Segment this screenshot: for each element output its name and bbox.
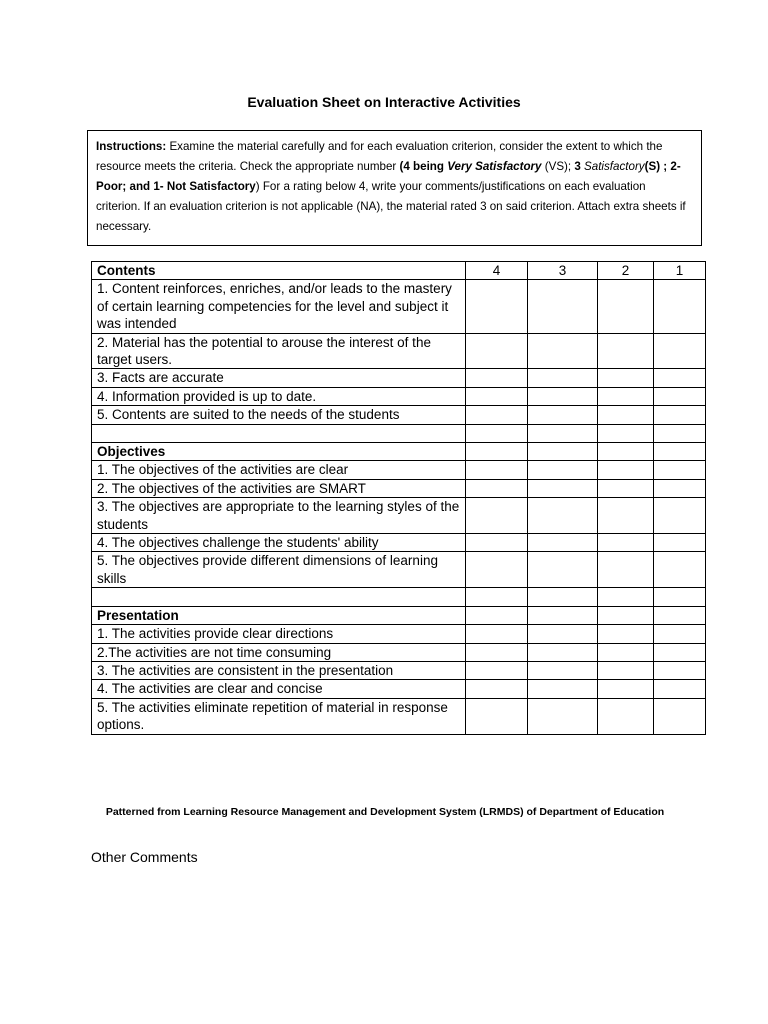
table-row — [92, 333, 706, 369]
rating-cell-3[interactable] — [528, 443, 598, 461]
rating-cell-1[interactable] — [654, 680, 706, 698]
rating-cell-1[interactable] — [654, 461, 706, 479]
criterion-text: 2.The activities are not time consuming — [92, 643, 466, 661]
rating-cell-2[interactable] — [598, 443, 654, 461]
footer-note: Patterned from Learning Resource Management and Development System (LRMDS) of Department of Education — [105, 806, 665, 818]
rating-cell-2[interactable] — [598, 498, 654, 534]
table-row — [92, 369, 706, 387]
criterion-text: 5. The objectives provide different dimensions of learning skills — [92, 552, 466, 588]
rating-cell-3[interactable] — [528, 479, 598, 497]
rating-cell-4[interactable] — [466, 625, 528, 643]
rating-cell-2[interactable] — [598, 606, 654, 624]
instructions-rest: ) For a rating below 4, write your comments/justifications on each evaluation criterion. If an evaluation criterion is not applicable (NA), the material rated 3 on said criterion. Attach extra sheets if necessary. — [96, 180, 686, 233]
rating-cell-2[interactable] — [598, 424, 654, 442]
section-heading-presentation: Presentation — [92, 606, 466, 624]
rating-cell-1[interactable] — [654, 369, 706, 387]
rating-cell-2[interactable] — [598, 369, 654, 387]
rating-cell-4[interactable] — [466, 424, 528, 442]
instructions-label: Instructions: — [96, 140, 167, 153]
rating-cell-3[interactable] — [528, 406, 598, 424]
rating-cell-3[interactable] — [528, 424, 598, 442]
criterion-text: 1. Content reinforces, enriches, and/or leads to the mastery of certain learning competencies for the level and subject it was intended — [92, 280, 466, 333]
rating-cell-1[interactable] — [654, 280, 706, 333]
section-heading-row — [92, 443, 706, 461]
rating-cell-1[interactable] — [654, 643, 706, 661]
table-header-row — [92, 262, 706, 280]
other-comments-label: Other Comments — [91, 849, 198, 865]
rating-cell-1[interactable] — [654, 534, 706, 552]
table-row — [92, 387, 706, 405]
blank-row — [92, 424, 706, 442]
rating-cell-1[interactable] — [654, 333, 706, 369]
rating-cell-4[interactable] — [466, 498, 528, 534]
criterion-text: 3. The activities are consistent in the presentation — [92, 661, 466, 679]
rating-cell-2[interactable] — [598, 552, 654, 588]
blank-row — [92, 588, 706, 606]
rating-cell-4[interactable] — [466, 698, 528, 734]
rating-cell-4[interactable] — [466, 406, 528, 424]
blank-cell — [92, 588, 466, 606]
table-row — [92, 698, 706, 734]
rating-cell-1[interactable] — [654, 698, 706, 734]
criterion-text: 5. Contents are suited to the needs of the students — [92, 406, 466, 424]
rating-cell-2[interactable] — [598, 534, 654, 552]
rating-cell-3[interactable] — [528, 280, 598, 333]
rating-cell-3[interactable] — [528, 661, 598, 679]
rating-cell-2[interactable] — [598, 643, 654, 661]
rating-header-3: 3 — [528, 262, 598, 280]
rating-cell-3[interactable] — [528, 625, 598, 643]
rating-cell-1[interactable] — [654, 552, 706, 588]
rating-cell-1[interactable] — [654, 661, 706, 679]
rating-cell-1[interactable] — [654, 424, 706, 442]
rating-cell-1[interactable] — [654, 606, 706, 624]
table-row — [92, 406, 706, 424]
section-heading-objectives: Objectives — [92, 443, 466, 461]
rating-cell-4[interactable] — [466, 387, 528, 405]
rating-cell-4[interactable] — [466, 588, 528, 606]
rating-cell-4[interactable] — [466, 661, 528, 679]
rating-header-4: 4 — [466, 262, 528, 280]
rating-cell-1[interactable] — [654, 479, 706, 497]
table-row — [92, 461, 706, 479]
rating-cell-4[interactable] — [466, 333, 528, 369]
rating-cell-1[interactable] — [654, 625, 706, 643]
rating-cell-4[interactable] — [466, 552, 528, 588]
rating-cell-4[interactable] — [466, 461, 528, 479]
rating-cell-2[interactable] — [598, 625, 654, 643]
criterion-text: 2. Material has the potential to arouse the interest of the target users. — [92, 333, 466, 369]
criterion-text: 3. Facts are accurate — [92, 369, 466, 387]
rating-header-1: 1 — [654, 262, 706, 280]
rating-cell-4[interactable] — [466, 280, 528, 333]
rating-cell-3[interactable] — [528, 606, 598, 624]
rating-cell-2[interactable] — [598, 661, 654, 679]
rating-cell-3[interactable] — [528, 534, 598, 552]
instructions-satisfactory: Satisfactory — [580, 160, 645, 173]
rating-cell-4[interactable] — [466, 534, 528, 552]
rating-cell-3[interactable] — [528, 552, 598, 588]
table-row — [92, 280, 706, 333]
rating-cell-1[interactable] — [654, 406, 706, 424]
criterion-text: 3. The objectives are appropriate to the learning styles of the students — [92, 498, 466, 534]
rating-cell-4[interactable] — [466, 369, 528, 387]
rating-cell-4[interactable] — [466, 443, 528, 461]
rating-cell-1[interactable] — [654, 443, 706, 461]
table-row — [92, 552, 706, 588]
rating-cell-4[interactable] — [466, 643, 528, 661]
instructions-rating-4: (4 being — [399, 160, 448, 173]
rating-cell-3[interactable] — [528, 643, 598, 661]
rating-cell-2[interactable] — [598, 588, 654, 606]
table-row — [92, 534, 706, 552]
rating-cell-3[interactable] — [528, 387, 598, 405]
table-row — [92, 498, 706, 534]
rating-cell-1[interactable] — [654, 588, 706, 606]
rating-header-2: 2 — [598, 262, 654, 280]
criterion-text: 5. The activities eliminate repetition of material in response options. — [92, 698, 466, 734]
rating-cell-2[interactable] — [598, 387, 654, 405]
rating-cell-1[interactable] — [654, 498, 706, 534]
rating-cell-4[interactable] — [466, 606, 528, 624]
instructions-box — [87, 130, 702, 246]
instructions-scale: (S) ; 2-Poor; and 1- Not Satisfactory — [96, 160, 681, 193]
table-row — [92, 661, 706, 679]
section-heading-row — [92, 606, 706, 624]
rating-cell-3[interactable] — [528, 369, 598, 387]
evaluation-table — [91, 261, 706, 735]
page-title: Evaluation Sheet on Interactive Activities — [247, 94, 521, 110]
rating-cell-2[interactable] — [598, 280, 654, 333]
rating-cell-3[interactable] — [528, 333, 598, 369]
rating-cell-4[interactable] — [466, 479, 528, 497]
rating-cell-1[interactable] — [654, 387, 706, 405]
table-row — [92, 643, 706, 661]
criterion-text: 1. The activities provide clear directions — [92, 625, 466, 643]
rating-cell-2[interactable] — [598, 680, 654, 698]
table-row — [92, 625, 706, 643]
criterion-text: 4. Information provided is up to date. — [92, 387, 466, 405]
rating-cell-3[interactable] — [528, 498, 598, 534]
criterion-text: 1. The objectives of the activities are clear — [92, 461, 466, 479]
rating-cell-2[interactable] — [598, 698, 654, 734]
rating-cell-2[interactable] — [598, 406, 654, 424]
criterion-text: 4. The activities are clear and concise — [92, 680, 466, 698]
table-row — [92, 479, 706, 497]
instructions-text: Examine the material carefully and for each evaluation criterion, consider the extent to which the resource meets the criteria. Check the appropriate number — [96, 140, 663, 173]
blank-cell — [92, 424, 466, 442]
rating-cell-2[interactable] — [598, 461, 654, 479]
rating-cell-3[interactable] — [528, 680, 598, 698]
rating-cell-2[interactable] — [598, 479, 654, 497]
rating-cell-2[interactable] — [598, 333, 654, 369]
rating-cell-3[interactable] — [528, 588, 598, 606]
criterion-text: 4. The objectives challenge the students' ability — [92, 534, 466, 552]
rating-cell-3[interactable] — [528, 461, 598, 479]
rating-cell-3[interactable] — [528, 698, 598, 734]
instructions-vs: (VS); — [541, 160, 575, 173]
rating-cell-4[interactable] — [466, 680, 528, 698]
criterion-text: 2. The objectives of the activities are SMART — [92, 479, 466, 497]
section-heading-contents: Contents — [92, 262, 466, 280]
instructions-very-satisfactory: Very Satisfactory — [447, 160, 542, 173]
instructions-rating-3: 3 — [574, 160, 581, 173]
table-row — [92, 680, 706, 698]
